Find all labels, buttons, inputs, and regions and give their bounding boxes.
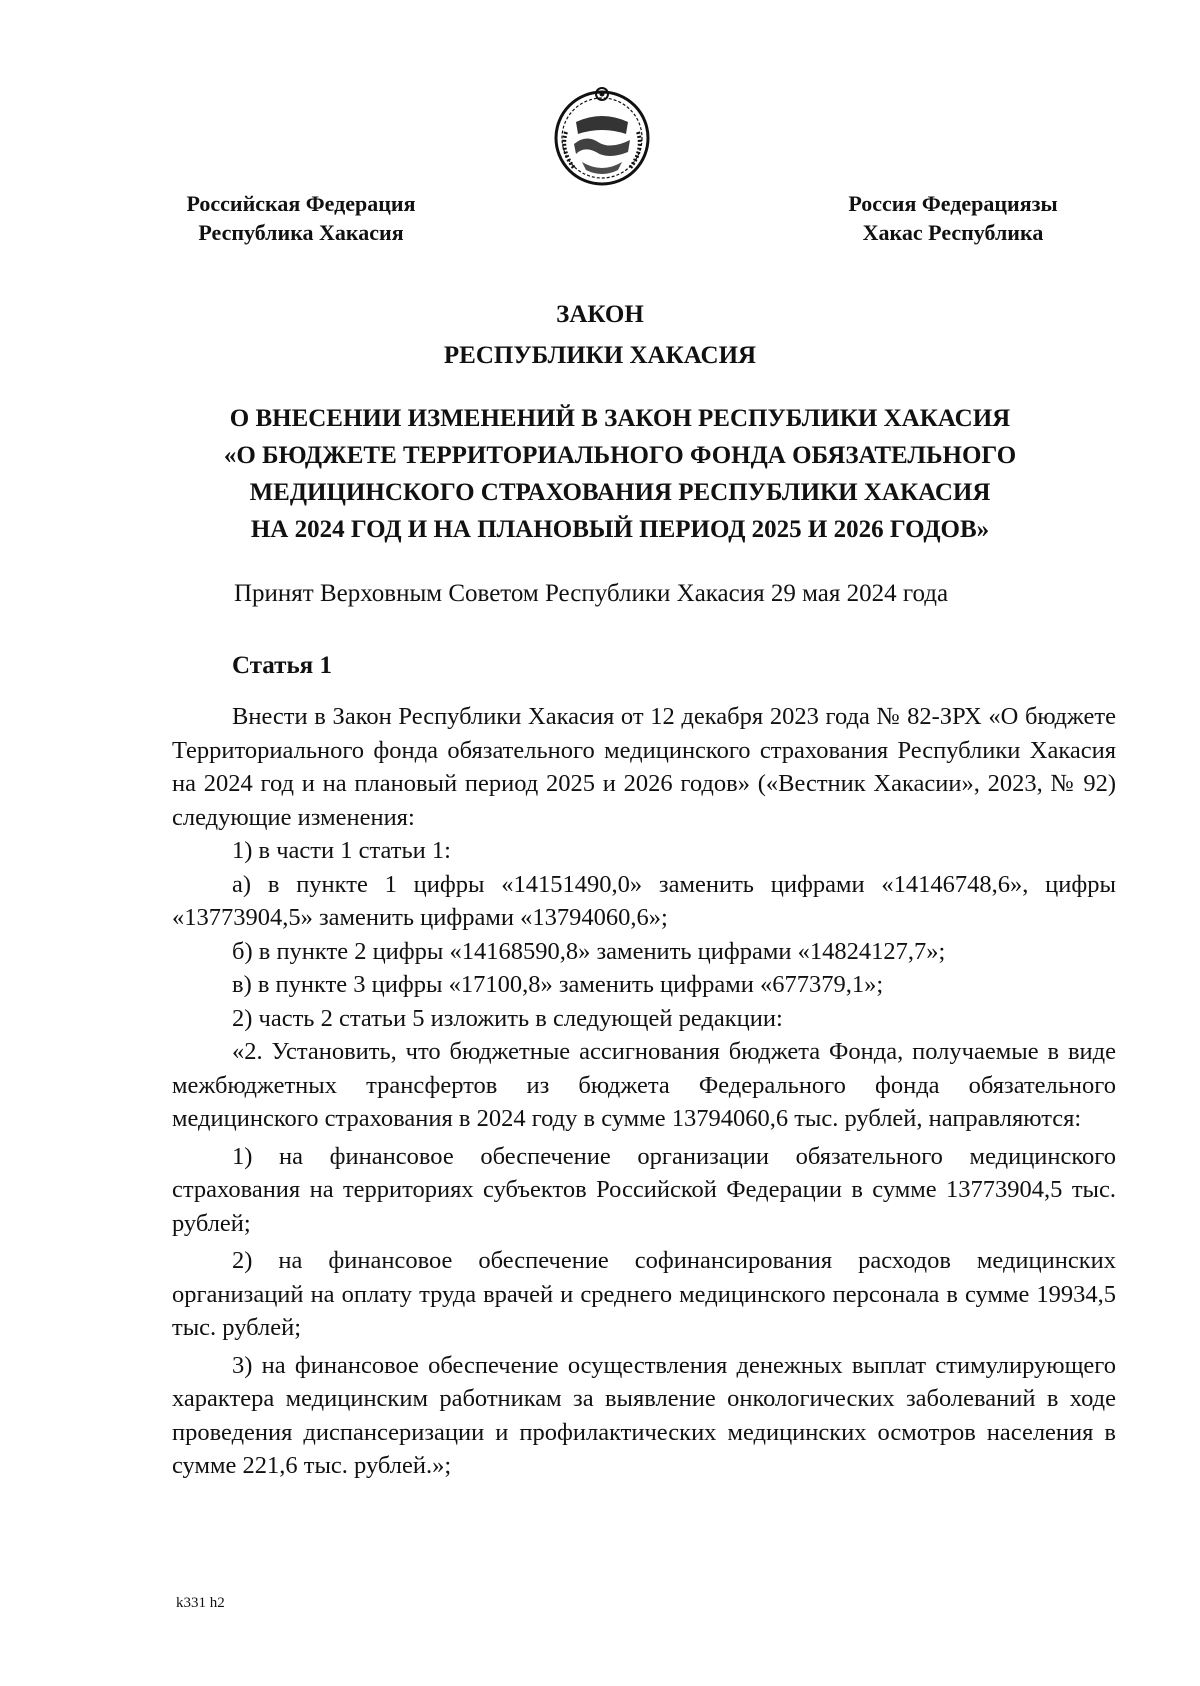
paragraph-subitem-3: 3) на финансовое обеспечение осуществления денежных выплат стимулирующего характера медицинским работникам за выявление онкологических заболеваний в ходе проведения диспансеризации и профилактических медицинских осмотров населения в сумме 221,6 тыс. рублей.»; [172, 1351, 1116, 1479]
law-subject-line-1: О ВНЕСЕНИИ ИЗМЕНЕНИЙ В ЗАКОН РЕСПУБЛИКИ ХАКАСИЯ [229, 405, 1011, 432]
header-right-line-2: Хакас Республика [862, 220, 1044, 245]
law-title [0, 294, 1200, 376]
paragraph-intro: Внести в Закон Республики Хакасия от 12 декабря 2023 года № 82-ЗРХ «О бюджете Территориального фонда обязательного медицинского страхования Республики Хакасия на 2024 год и на плановый период 2025 и 2026 годов» («Вестник Хакасии», 2023, № 92) следующие изменения: [172, 703, 1116, 831]
paragraph-item-1a: а) в пункте 1 цифры «14151490,0» заменить цифрами «14146748,6», цифры «13773904,5» заменить цифрами «13794060,6»; [172, 870, 1116, 931]
paragraph-subitem-1: 1) на финансовое обеспечение организации обязательного медицинского страхования на территориях субъектов Российской Федерации в сумме 13773904,5 тыс. рублей; [172, 1142, 1116, 1237]
coat-of-arms-emblem [548, 82, 656, 190]
law-title-line-2: РЕСПУБЛИКИ ХАКАСИЯ [443, 342, 757, 369]
header-left-line-2: Республика Хакасия [198, 220, 404, 245]
law-subject [150, 400, 1090, 548]
footer-document-code: k331 h2 [176, 1595, 225, 1611]
adoption-statement: Принят Верховным Советом Республики Хакасия 29 мая 2024 года [234, 580, 949, 607]
paragraph-item-1c: в) в пункте 3 цифры «17100,8» заменить цифрами «677379,1»; [232, 971, 884, 998]
header-right-line-1: Россия Федерациязы [848, 191, 1058, 216]
article-body [172, 700, 1116, 1483]
paragraph-item-2: 2) часть 2 статьи 5 изложить в следующей редакции: [232, 1004, 783, 1032]
header-left-block [172, 189, 430, 247]
paragraph-subitem-2: 2) на финансовое обеспечение софинансирования расходов медицинских организаций на оплату труда врачей и среднего медицинского персонала в сумме 19934,5 тыс. рублей; [172, 1247, 1116, 1341]
law-subject-line-4: НА 2024 ГОД И НА ПЛАНОВЫЙ ПЕРИОД 2025 И 2026 ГОДОВ» [250, 516, 990, 543]
law-subject-line-2: «О БЮДЖЕТЕ ТЕРРИТОРИАЛЬНОГО ФОНДА ОБЯЗАТЕЛЬНОГО [223, 442, 1017, 469]
paragraph-item-1b: б) в пункте 2 цифры «14168590,8» заменить цифрами «14824127,7»; [232, 937, 946, 965]
header-right-block [828, 189, 1078, 247]
law-title-line-1: ЗАКОН [556, 301, 644, 328]
header-left-line-1: Российская Федерация [186, 191, 416, 216]
paragraph-part-2-text: «2. Установить, что бюджетные ассигнования бюджета Фонда, получаемые в виде межбюджетных трансфертов из бюджета Федерального фонда обязательного медицинского страхования в 2024 году в сумме 13794060,6 тыс. рублей, направляются: [172, 1038, 1116, 1132]
law-subject-line-3: МЕДИЦИНСКОГО СТРАХОВАНИЯ РЕСПУБЛИКИ ХАКАСИЯ [249, 479, 991, 506]
paragraph-item-1: 1) в части 1 статьи 1: [232, 837, 451, 864]
article-heading: Статья 1 [232, 652, 332, 679]
